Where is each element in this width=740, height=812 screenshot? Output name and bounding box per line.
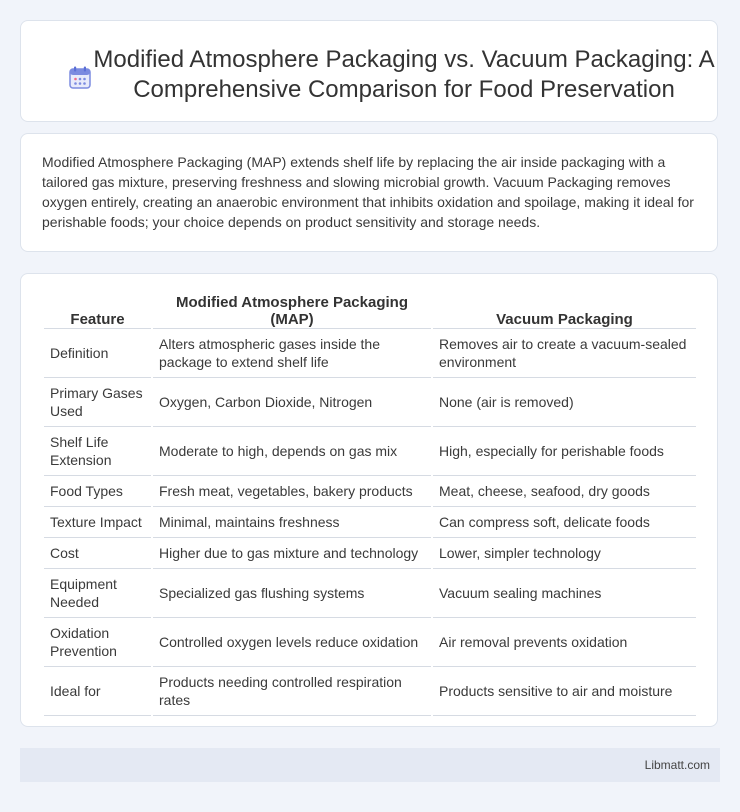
header-vacuum: Vacuum Packaging [433,294,696,329]
row-vacuum-value: Meat, cheese, seafood, dry goods [433,476,696,507]
row-vacuum-value: None (air is removed) [433,378,696,427]
footer-brand-link[interactable]: Libmatt.com [644,758,710,772]
row-map-value: Minimal, maintains freshness [153,507,431,538]
table-row [44,427,696,476]
row-feature: Primary Gases Used [44,378,151,427]
calendar-icon [67,65,93,91]
row-vacuum-value: Lower, simpler technology [433,538,696,569]
row-map-value: Products needing controlled respiration rates [153,667,431,716]
table-row [44,476,696,507]
row-feature: Definition [44,329,151,378]
table-row [44,378,696,427]
row-map-value: Fresh meat, vegetables, bakery products [153,476,431,507]
row-feature: Texture Impact [44,507,151,538]
row-map-value: Higher due to gas mixture and technology [153,538,431,569]
comparison-table-card [20,273,718,727]
header-feature: Feature [44,294,151,329]
row-map-value: Alters atmospheric gases inside the package to extend shelf life [153,329,431,378]
comparison-table [42,294,698,716]
table-row [44,538,696,569]
table-row [44,507,696,538]
header-map: Modified Atmosphere Packaging (MAP) [153,294,431,329]
row-vacuum-value: Can compress soft, delicate foods [433,507,696,538]
table-row [44,618,696,667]
row-vacuum-value: Air removal prevents oxidation [433,618,696,667]
row-feature: Oxidation Prevention [44,618,151,667]
title-card [20,20,718,122]
page-title: Modified Atmosphere Packaging vs. Vacuum Packaging: A Comprehensive Comparison for Food Preservation [93,46,715,103]
row-feature: Ideal for [44,667,151,716]
row-vacuum-value: High, especially for perishable foods [433,427,696,476]
table-row [44,569,696,618]
row-map-value: Oxygen, Carbon Dioxide, Nitrogen [153,378,431,427]
row-vacuum-value: Removes air to create a vacuum-sealed environment [433,329,696,378]
row-feature: Equipment Needed [44,569,151,618]
row-vacuum-value: Vacuum sealing machines [433,569,696,618]
footer [20,748,720,782]
row-feature: Cost [44,538,151,569]
row-map-value: Controlled oxygen levels reduce oxidation [153,618,431,667]
row-map-value: Specialized gas flushing systems [153,569,431,618]
summary-text: Modified Atmosphere Packaging (MAP) extends shelf life by replacing the air inside packaging with a tailored gas mixture, preserving freshness and slowing microbial growth. Vacuum Packaging removes oxygen entirely, creating an anaerobic environment that inhibits oxidation and spoilage, making it ideal for perishable foods; your choice depends on product sensitivity and storage needs. [42,154,694,230]
table-row [44,667,696,716]
summary-card [20,133,718,252]
table-header-row [44,294,696,329]
row-map-value: Moderate to high, depends on gas mix [153,427,431,476]
row-feature: Shelf Life Extension [44,427,151,476]
row-vacuum-value: Products sensitive to air and moisture [433,667,696,716]
row-feature: Food Types [44,476,151,507]
table-row [44,329,696,378]
